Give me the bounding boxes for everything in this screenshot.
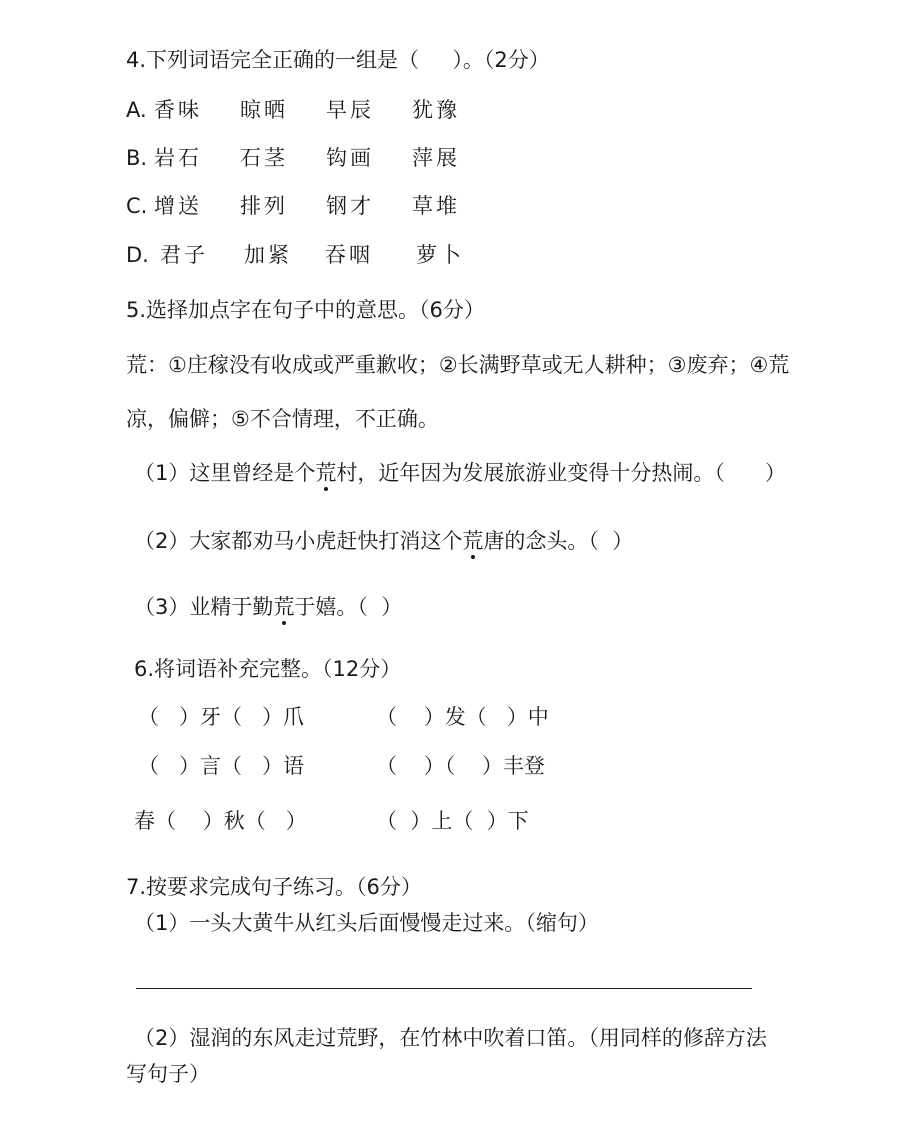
q5-definition-line2: 凉，偏僻；⑤不合情理，不正确。 <box>126 407 439 431</box>
option-word: 加紧 <box>244 243 292 267</box>
option-word: 增送 <box>154 194 202 218</box>
sentence-text: （1）这里曾经是个 <box>134 461 316 485</box>
idiom-blank: （ ）发（ ）中 <box>376 705 549 729</box>
option-word: 犹豫 <box>412 98 460 122</box>
option-label: B. <box>126 146 148 170</box>
option-word: 岩石 <box>154 146 202 170</box>
q5-item-1 <box>134 459 786 487</box>
dotted-character: 荒 <box>315 461 337 485</box>
option-word: 萍展 <box>412 146 460 170</box>
option-word: 君子 <box>160 243 208 267</box>
answer-line[interactable] <box>136 988 752 989</box>
sentence-text: 唐的念头。（ ） <box>483 529 634 553</box>
q6-title: 6.将词语补充完整。（12分） <box>134 657 402 681</box>
q7-item-1: （1）一头大黄牛从红头后面慢慢走过来。（缩句） <box>134 911 599 935</box>
q5-title: 5.选择加点字在句子中的意思。（6分） <box>126 298 485 322</box>
q5-item-2 <box>134 527 633 555</box>
sentence-text: （3）业精于勤 <box>134 595 274 619</box>
option-word: 钢才 <box>326 194 374 218</box>
option-label: C. <box>126 194 148 218</box>
dotted-character: 荒 <box>273 595 295 619</box>
option-word: 钩画 <box>326 146 374 170</box>
idiom-blank: 春（ ）秋（ ） <box>134 809 307 833</box>
option-label: A. <box>126 98 147 122</box>
option-word: 早辰 <box>326 98 374 122</box>
sentence-text: 于嬉。（ ） <box>294 595 403 619</box>
option-word: 排列 <box>240 194 288 218</box>
dotted-character: 荒 <box>462 529 484 553</box>
sentence-text: 村，近年因为发展旅游业变得十分热闹。（ ） <box>336 461 786 485</box>
idiom-blank: （ ）牙（ ）爪 <box>138 705 305 729</box>
option-word: 香味 <box>154 98 202 122</box>
idiom-blank: （ ）言（ ）语 <box>138 754 305 778</box>
option-word: 吞咽 <box>325 243 373 267</box>
q4-title: 4.下列词语完全正确的一组是（ ）。（2分） <box>126 48 550 72</box>
option-label: D. <box>126 243 149 267</box>
q7-title: 7.按要求完成句子练习。（6分） <box>126 875 422 899</box>
option-word: 石茎 <box>240 146 288 170</box>
idiom-blank: （ ）（ ）丰登 <box>376 754 545 778</box>
idiom-blank: （ ）上（ ）下 <box>376 809 529 833</box>
sentence-text: （2）大家都劝马小虎赶快打消这个 <box>134 529 463 553</box>
q7-item-2-line2: 写句子） <box>126 1062 210 1086</box>
q7-item-2-line1: （2）湿润的东风走过荒野，在竹林中吹着口笛。（用同样的修辞方法 <box>134 1026 767 1050</box>
option-word: 晾晒 <box>240 98 288 122</box>
q5-item-3 <box>134 593 402 621</box>
option-word: 草堆 <box>412 194 460 218</box>
q5-definition-line1: 荒：①庄稼没有收成或严重歉收；②长满野草或无人耕种；③废弃；④荒 <box>126 353 790 377</box>
option-word: 萝卜 <box>416 243 464 267</box>
